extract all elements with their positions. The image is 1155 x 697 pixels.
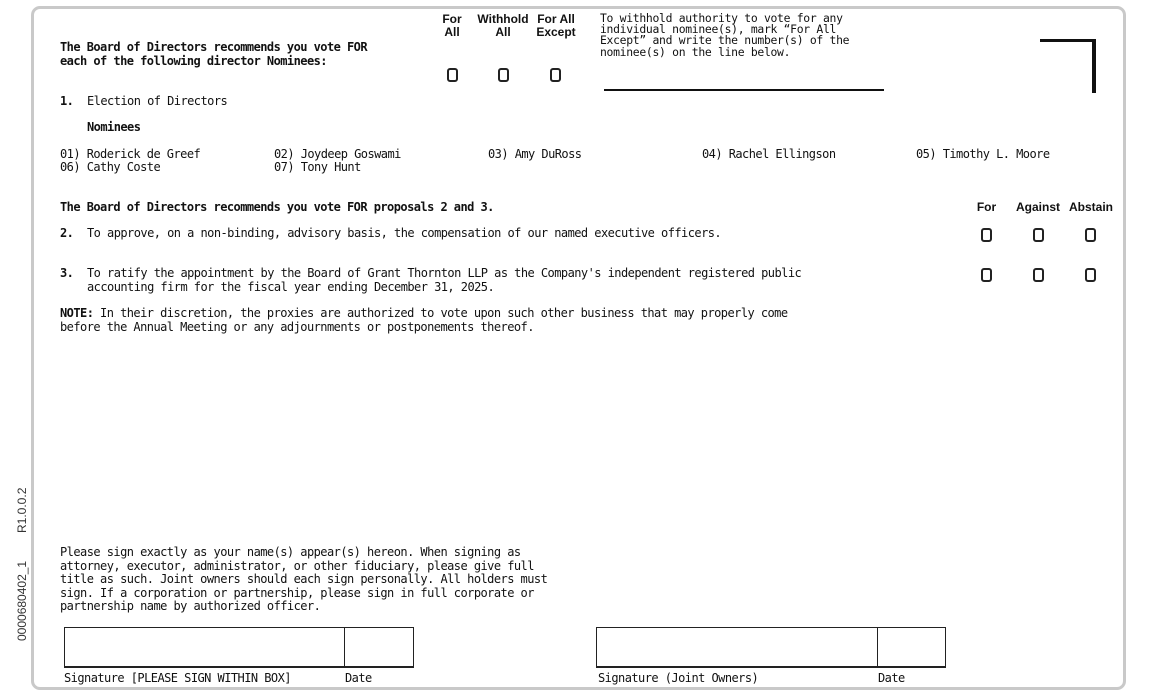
form-id-code: 0000680402_1	[15, 560, 29, 641]
nominee-item: 04) Rachel Ellingson	[702, 147, 836, 161]
nominee-item: 06) Cathy Coste	[60, 160, 161, 174]
joint-signature-date-box[interactable]	[877, 627, 946, 668]
note-paragraph	[60, 307, 788, 334]
item-1-number: 1.	[60, 94, 74, 108]
proposal-3-for-checkbox[interactable]	[981, 268, 992, 282]
col-header-for: For	[976, 200, 997, 214]
signature-date-label: Date	[345, 671, 372, 685]
signature-date-box[interactable]	[344, 627, 414, 668]
signature-label: Signature [PLEASE SIGN WITHIN BOX]	[64, 671, 291, 685]
nominee-item: 07) Tony Hunt	[274, 160, 361, 174]
nominee-item: 01) Roderick de Greef	[60, 147, 201, 161]
proposal-3-against-checkbox[interactable]	[1033, 268, 1044, 282]
item-1-label: Election of Directors	[87, 94, 228, 108]
proposal-2-text: To approve, on a non-binding, advisory basis, the compensation of our named executive officers.	[87, 226, 722, 240]
col-header-for-all: For All	[442, 12, 462, 39]
revision-code: R1.0.0.2	[15, 487, 29, 533]
nominee-item: 05) Timothy L. Moore	[916, 147, 1050, 161]
nominees-heading: Nominees	[87, 120, 141, 134]
proposal-2-against-checkbox[interactable]	[1033, 228, 1044, 242]
joint-signature-box[interactable]	[596, 627, 878, 668]
withhold-instructions: To withhold authority to vote for any individual nominee(s), mark “For All Except” and write the number(s) of the nominee(s) on the line below.	[600, 11, 850, 59]
for-all-checkbox[interactable]	[447, 68, 458, 82]
proposal-3-text: To ratify the appointment by the Board of Grant Thornton LLP as the Company's independent registered public accounting firm for the fiscal year ending December 31, 2025.	[87, 266, 802, 294]
nominee-item: 02) Joydeep Goswami	[274, 147, 401, 161]
col-header-against: Against	[1015, 200, 1060, 214]
withhold-all-checkbox[interactable]	[498, 68, 509, 82]
for-all-except-checkbox[interactable]	[550, 68, 561, 82]
note-label: NOTE:	[60, 306, 94, 320]
proposal-3-number: 3.	[60, 266, 74, 280]
col-header-for-all-except: For All Except	[536, 12, 576, 39]
proposals-recommendation: The Board of Directors recommends you vote FOR proposals 2 and 3.	[60, 200, 494, 214]
signing-instructions: Please sign exactly as your name(s) appear(s) hereon. When signing as attorney, executor, administrator, or other fiduciary, please give full title as such. Joint owners should each sign personally. All holders must sign. If a corporation or partnership, please sign in full corporate or partnership name by authorized officer.	[60, 545, 548, 614]
proposal-2-abstain-checkbox[interactable]	[1085, 228, 1096, 242]
registration-mark	[1040, 39, 1096, 93]
proposal-3-abstain-checkbox[interactable]	[1085, 268, 1096, 282]
exception-write-in-line[interactable]	[604, 89, 884, 91]
joint-signature-label: Signature (Joint Owners)	[598, 671, 759, 685]
signature-box[interactable]	[64, 627, 345, 668]
nominee-item: 03) Amy DuRoss	[488, 147, 582, 161]
note-text: In their discretion, the proxies are authorized to vote upon such other business that may properly come before the Annual Meeting or any adjournments or postponements thereof.	[60, 306, 788, 334]
directors-recommendation: The Board of Directors recommends you vote FOR each of the following director Nominees:	[60, 40, 368, 68]
joint-signature-date-label: Date	[878, 671, 905, 685]
col-header-withhold-all: Withhold All	[477, 12, 529, 39]
proposal-2-for-checkbox[interactable]	[981, 228, 992, 242]
proposal-2-number: 2.	[60, 226, 74, 240]
col-header-abstain: Abstain	[1068, 200, 1113, 214]
